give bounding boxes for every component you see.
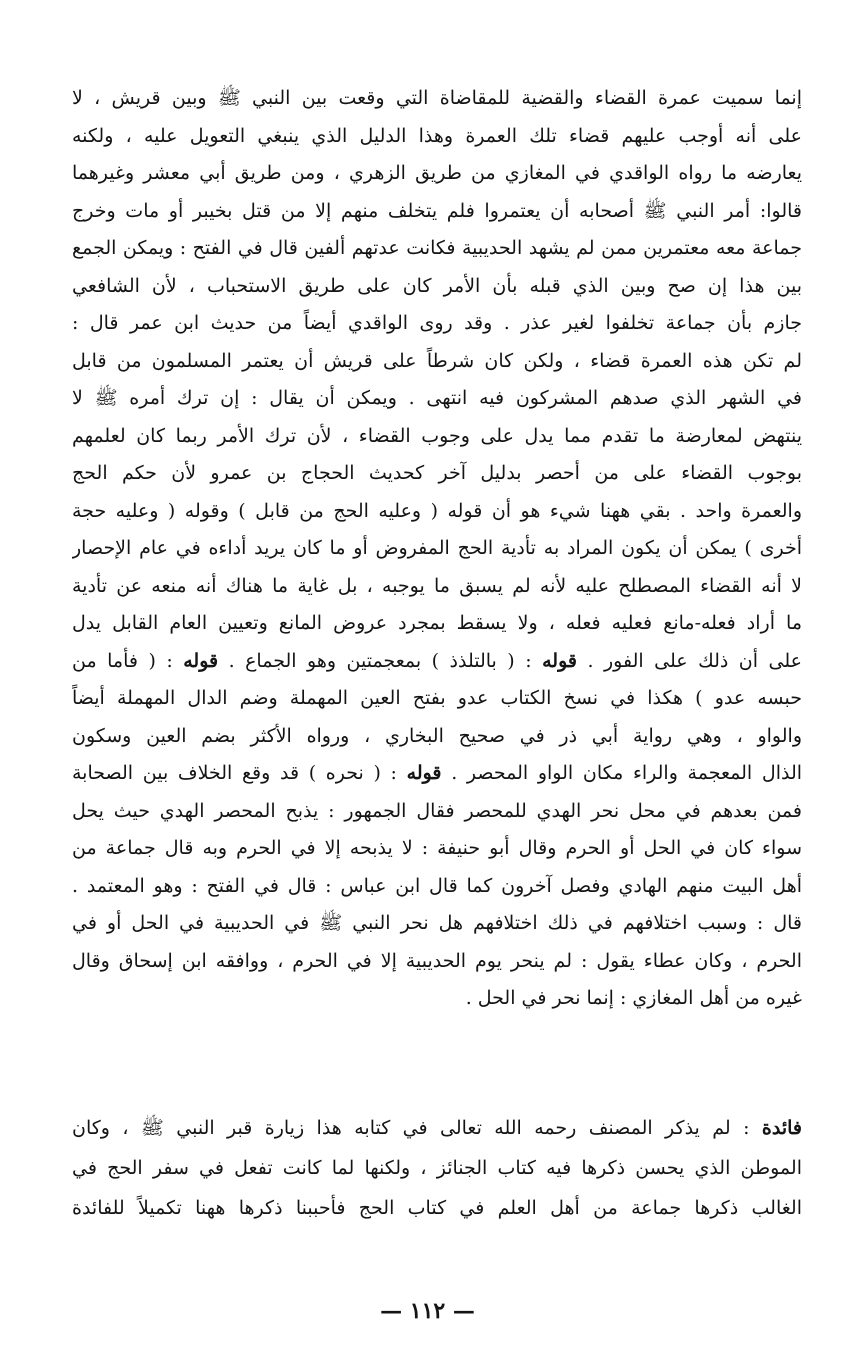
body-line-16 — [72, 643, 802, 681]
body-line-22: أهل البيت منهم الهادي وفصل آخرون كما قال ابن عباس : قال في الفتح : وهو المعتمد . — [72, 874, 802, 897]
body-line-5: جماعة معه معتمرين ممن لم يشهد الحديبية فكانت عدتهم ألفين قال في الفتح : ويمكن الجمع — [72, 237, 802, 259]
body-line-25: غيره من أهل المغازي : إنما نحر في الحل . — [465, 987, 802, 1009]
line-19-start: الذال المعجمة والراء مكان الواو المحصر . — [441, 762, 802, 784]
body-line-2: على أنه أوجب عليهم قضاء تلك العمرة وهذا الدليل الذي ينبغي التعويل عليه ، ولكنه — [72, 124, 802, 147]
body-line-18: والواو ، وهي رواية أبي ذر في صحيح البخاري ، ورواه الأكثر بضم العين وسكون — [72, 724, 802, 747]
body-line-3: يعارضه ما رواه الواقدي في المغازي من طريق الزهري ، ومن طريق أبي معشر وغيرهما — [72, 162, 802, 184]
body-line-9: في الشهر الذي صدهم المشركون فيه انتهى . ويمكن أن يقال : إن ترك أمره ﷺ لا — [72, 387, 802, 409]
body-line-11: بوجوب القضاء على من أحصر بدليل آخر كحديث الحجاج بن عمرو لأن حكم الحج — [72, 462, 802, 484]
note-line-3: الغالب ذكرها جماعة من أهل العلم في كتاب الحج فأحببنا ذكرها ههنا تكميلاً للفائدة — [72, 1197, 802, 1219]
note-line-2: الموطن الذي يحسن ذكرها فيه كتاب الجنائز ، ولكنها لما كانت تفعل في سفر الحج في — [72, 1157, 802, 1179]
main-text-block — [72, 80, 802, 1018]
keyword-qawluhu: قوله — [542, 649, 577, 672]
keyword-qawluhu: قوله — [183, 649, 219, 672]
body-line-12: والعمرة واحد . بقي ههنا شيء هو أن قوله ( وعليه الحج من قابل ) وقوله ( وعليه حجة — [72, 499, 802, 522]
body-line-6: بين هذا إن صح وبين الذي قبله بأن الأمر كان على طريق الاستحباب ، لأن الشافعي — [72, 274, 802, 297]
body-line-17: حبسه عدو ) هكذا في نسخ الكتاب عدو بفتح العين المهملة وضم الدال المهملة أيضاً — [72, 687, 802, 709]
body-line-14: لا أنه القضاء المصطلح عليه لأنه لم يسبق ما يوجبه ، بل غاية ما هناك أنه منعه عن تأدية — [72, 574, 802, 597]
note-paragraph — [72, 1108, 802, 1228]
body-line-24: الحرم ، وكان عطاء يقول : لم ينحر يوم الحديبية إلا في الحرم ، ووافقه ابن إسحاق وقال — [72, 949, 802, 972]
body-line-1: إنما سميت عمرة القضاء والقضية للمقاضاة التي وقعت بين النبي ﷺ وبين قريش ، لا — [72, 87, 802, 109]
body-line-10: ينتهض لمعارضة ما تقدم مما يدل على وجوب القضاء ، لأن ترك الأمر ربما كان لعلمهم — [72, 424, 802, 447]
body-line-21: سواء كان في الحل أو الحرم وقال أبو حنيفة : لا يذبحه إلا في الحرم وبه قال جماعة من — [72, 837, 802, 859]
line-19-end: : ( نحره ) قد وقع الخلاف بين الصحابة — [72, 762, 407, 784]
note-line-1 — [72, 1108, 802, 1148]
body-line-8: لم تكن هذه العمرة قضاء ، ولكن كان شرطاً على قريش أن يعتمر المسلمون من قابل — [72, 349, 802, 372]
keyword-qawluhu: قوله — [406, 762, 442, 784]
body-line-7: جازم بأن جماعة تخلفوا لغير عذر . وقد روى الواقدي أيضاً من حديث ابن عمر قال : — [72, 312, 802, 334]
note-label: فائدة — [761, 1117, 802, 1139]
body-line-23: قال : وسبب اختلافهم في ذلك اختلافهم هل نحر النبي ﷺ في الحديبية في الحل أو في — [72, 912, 802, 934]
body-line-20: فمن بعدهم في محل نحر الهدي للمحصر فقال الجمهور : يذبح المحصر الهدي حيث يحل — [72, 799, 802, 822]
body-line-15: ما أراد فعله-مانع فعليه فعله ، ولا يسقط بمجرد عروض المانع وتعيين العام القابل يدل — [72, 612, 802, 634]
line-16-end: : ( فأما من — [72, 649, 184, 672]
body-line-13: أخرى ) يمكن أن يكون المراد به تأدية الحج المفروض أو ما كان يريد أداءه في عام الإحصار — [72, 537, 802, 559]
note-line-1-text: : لم يذكر المصنف رحمه الله تعالى في كتابه هذا زيارة قبر النبي ﷺ ، وكان — [72, 1117, 762, 1139]
body-line-19 — [72, 755, 802, 793]
page-number: — ١١٢ — — [380, 1298, 475, 1324]
line-16-start: على أن ذلك على الفور . — [576, 649, 802, 672]
body-line-4: قالوا: أمر النبي ﷺ أصحابه أن يعتمروا فلم يتخلف منهم إلا من قتل بخيبر أو مات وخرج — [72, 199, 802, 222]
line-16-middle: : ( بالتلذذ ) بمعجمتين وهو الجماع . — [218, 649, 543, 672]
